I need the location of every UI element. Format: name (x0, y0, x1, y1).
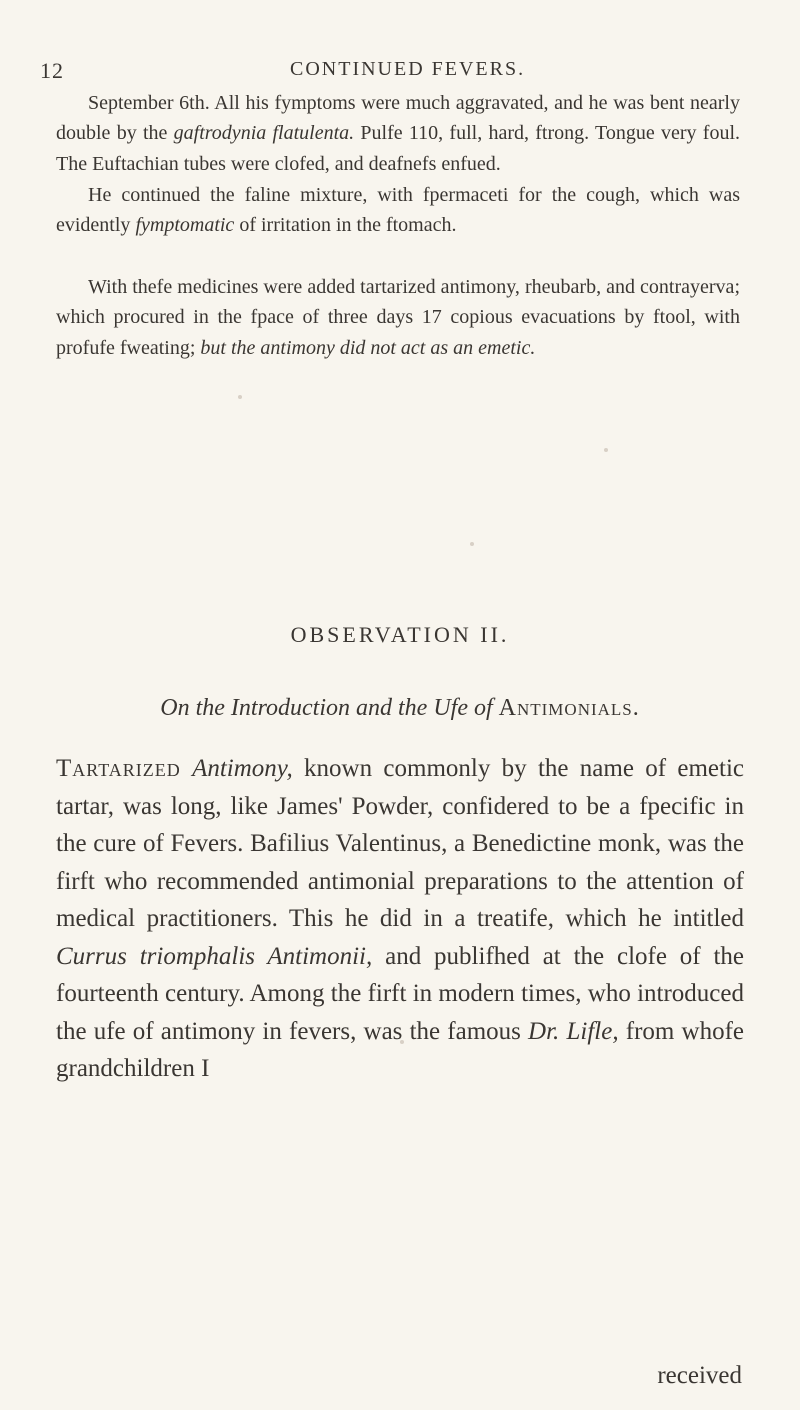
lead-word: Tartarized (56, 755, 181, 782)
italic-term: gaftrodynia flatulenta. (173, 122, 355, 145)
subtitle-caps: Antimonials. (498, 695, 640, 721)
case-paragraph-medicines (56, 272, 740, 363)
observation-title: OBSERVATION II. (290, 622, 510, 647)
paper-speck (400, 1040, 404, 1044)
italic-title: Currus triomphalis Antimonii, (56, 942, 373, 970)
paragraph-text: Pulfe 110, full, hard, ftrong. Tongue very foul. The Euftachian tubes were clofed, and deafnefs enfued. (56, 122, 740, 175)
body-text: and publifhed at the clofe of the fourteenth century. Among the firft in modern times, who introduced the ufe of antimony in fevers, was the famous (56, 942, 744, 1045)
italic-term: fymptomatic (135, 214, 235, 237)
page-number: 12 (40, 58, 64, 83)
paper-speck (470, 542, 474, 546)
running-head: CONTINUED FEVERS. (290, 58, 526, 80)
paper-speck (238, 395, 242, 399)
subtitle-italic: On the Introduction and the Ufe of (160, 695, 493, 721)
body-text: known commonly by the name of emetic tartar, was long, like James' Powder, confidered to be a fpecific in the cure of Fevers. Bafilius Valentinus, a Benedictine monk, was the firft who recommended antimonial preparations to the attention of medical practitioners. This he did in a treatife, which he intitled (56, 755, 745, 932)
paragraph-text: He continued the faline mixture, with fpermaceti for the cough, which was evidently (56, 184, 740, 237)
page-header (40, 58, 760, 88)
observation-body (56, 750, 744, 1088)
paragraph-text: September 6th. All his fymptoms were much aggravated, and he was bent nearly double by the (56, 92, 740, 145)
italic-note: but the antimony did not act as an emetic. (200, 336, 536, 359)
observation-subtitle (0, 695, 800, 722)
catchword: received (657, 1362, 742, 1389)
paragraph-text: With thefe medicines were added tartarized antimony, rheubarb, and contrayerva; which procured in the fpace of three days 17 copious evacuations by ftool, with profufe fweating; (56, 276, 740, 359)
case-paragraph-saline (56, 180, 740, 241)
italic-name: Dr. Lifle, (528, 1017, 619, 1045)
body-text: from whofe grandchildren I (56, 1017, 744, 1082)
italic-term: Antimony, (192, 755, 293, 782)
paragraph-text: of irritation in the ftomach. (234, 214, 457, 237)
paper-speck (604, 448, 608, 452)
case-paragraph-september (56, 88, 740, 179)
body-text (181, 755, 192, 782)
